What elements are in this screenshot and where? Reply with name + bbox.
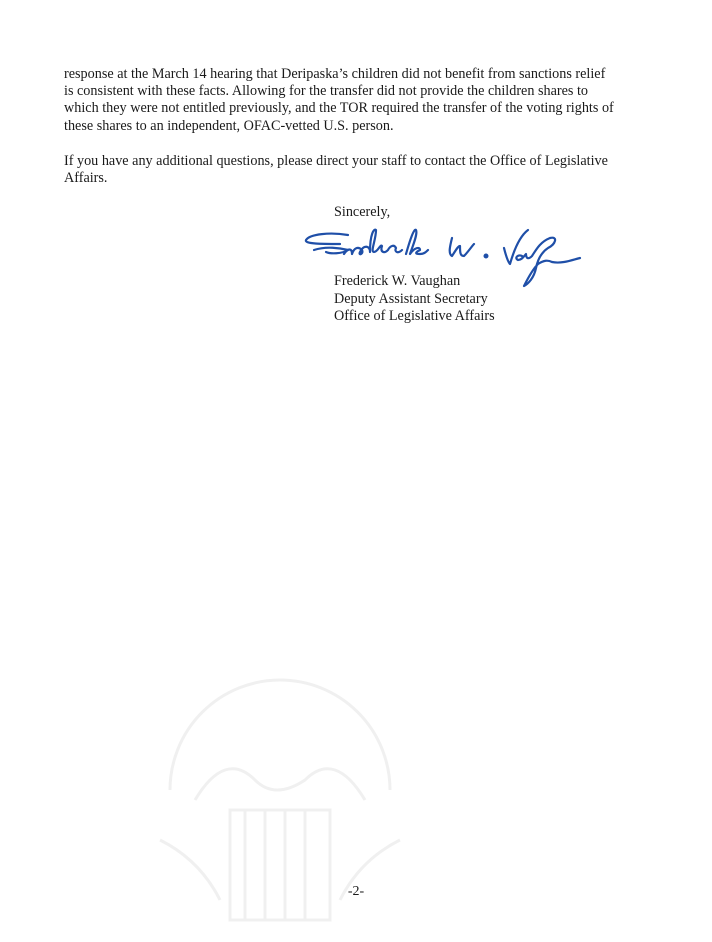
signatory-title: Deputy Assistant Secretary <box>334 290 488 307</box>
paragraph-line: which they were not entitled previously, and the TOR required the transfer of the voting rights of <box>64 100 614 117</box>
body-paragraph-1 <box>64 66 664 135</box>
body-paragraph-2 <box>64 153 664 187</box>
paragraph-line: If you have any additional questions, please direct your staff to contact the Office of Legislative <box>64 153 608 169</box>
paragraph-line: response at the March 14 hearing that Deripaska’s children did not benefit from sanctions relief <box>64 66 606 82</box>
signatory-name: Frederick W. Vaughan <box>334 273 461 289</box>
closing-salutation: Sincerely, <box>334 204 391 220</box>
signature-block <box>334 273 495 326</box>
paragraph-line: these shares to an independent, OFAC-vetted U.S. person. <box>64 117 394 134</box>
paragraph-line: Affairs. <box>64 170 108 187</box>
page-number: -2- <box>347 884 365 899</box>
signatory-office: Office of Legislative Affairs <box>334 308 495 325</box>
paragraph-line: is consistent with these facts. Allowing for the transfer did not provide the children shares to <box>64 83 589 100</box>
